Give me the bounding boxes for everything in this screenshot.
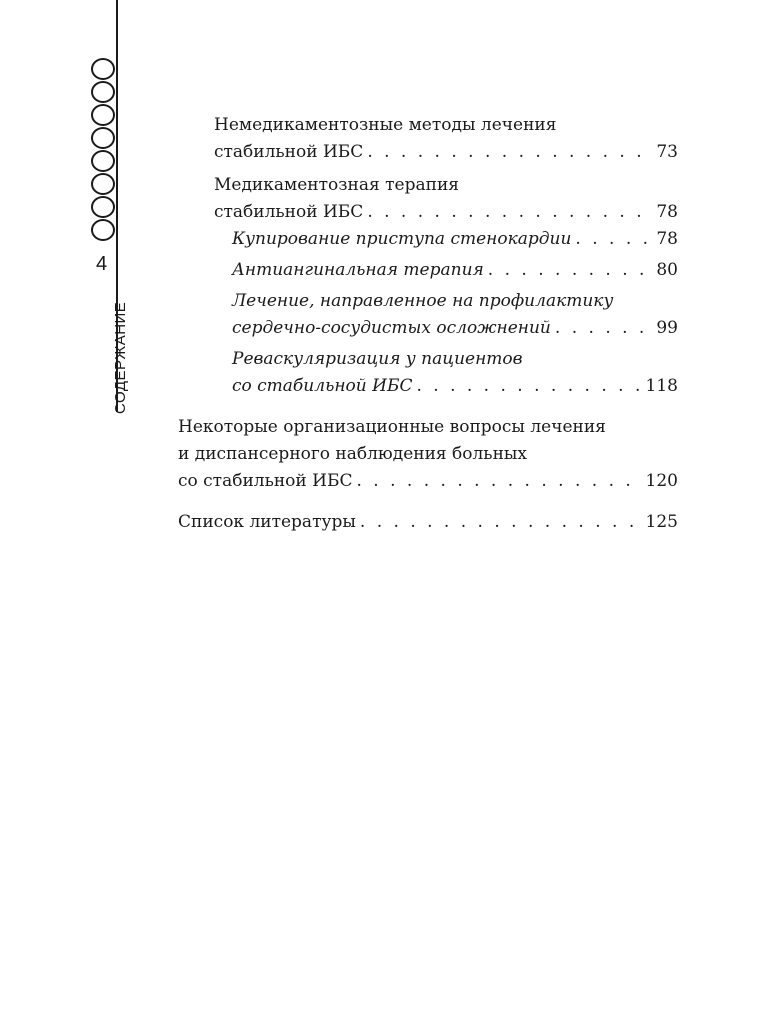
toc-page-number: 73 xyxy=(656,142,678,162)
ring-icon xyxy=(91,81,115,103)
toc-entry-line: Немедикаментозные методы лечения xyxy=(214,115,557,135)
leader-dots xyxy=(367,199,652,226)
leader-dots xyxy=(416,373,641,400)
leader-dots xyxy=(367,139,652,166)
toc-entry[interactable] xyxy=(178,509,678,536)
toc-entry-line: Реваскуляризация у пациентов xyxy=(232,349,523,369)
toc-entry[interactable] xyxy=(178,414,678,495)
toc-entry-line: Лечение, направленное на профилактику xyxy=(232,291,614,311)
binding-rings xyxy=(91,58,121,242)
toc-entry-line: стабильной ИБС xyxy=(214,202,364,222)
toc-page-number: 118 xyxy=(645,376,678,396)
toc-entry-line: Антиангинальная терапия xyxy=(232,260,484,280)
toc-entry-line: Некоторые организационные вопросы лечения xyxy=(178,417,606,437)
toc-subentry[interactable] xyxy=(232,288,678,342)
toc-subentry[interactable] xyxy=(232,226,678,253)
toc-entry-line: сердечно-сосудистых осложнений xyxy=(232,318,551,338)
toc-page-number: 78 xyxy=(656,229,678,249)
toc-entry-line: со стабильной ИБС xyxy=(178,471,353,491)
ring-icon xyxy=(91,150,115,172)
toc-page-number: 99 xyxy=(656,318,678,338)
leader-dots xyxy=(555,315,652,342)
ring-icon xyxy=(91,173,115,195)
ring-icon xyxy=(91,196,115,218)
page-number: 4 xyxy=(96,253,108,275)
toc-subentry[interactable] xyxy=(232,257,678,284)
toc-entry-line: Купирование приступа стенокардии xyxy=(232,229,572,249)
toc-entry-line: со стабильной ИБС xyxy=(232,376,413,396)
ring-icon xyxy=(91,58,115,80)
table-of-contents xyxy=(178,112,678,536)
toc-entry-line: Медикаментозная терапия xyxy=(214,175,460,195)
leader-dots xyxy=(356,468,641,495)
leader-dots xyxy=(575,226,652,253)
ring-icon xyxy=(91,127,115,149)
toc-entry[interactable] xyxy=(214,172,678,226)
toc-entry-line: Список литературы xyxy=(178,512,356,532)
toc-page-number: 80 xyxy=(656,260,678,280)
toc-entry-line: и диспансерного наблюдения больных xyxy=(178,444,528,464)
toc-entry[interactable] xyxy=(214,112,678,166)
toc-page-number: 125 xyxy=(645,512,678,532)
leader-dots xyxy=(360,509,642,536)
running-head: СОДЕРЖАНИЕ xyxy=(112,301,129,414)
ring-icon xyxy=(91,219,115,241)
ring-icon xyxy=(91,104,115,126)
toc-page-number: 78 xyxy=(656,202,678,222)
toc-entry-line: стабильной ИБС xyxy=(214,142,364,162)
leader-dots xyxy=(488,257,653,284)
toc-page-number: 120 xyxy=(645,471,678,491)
toc-subentry[interactable] xyxy=(232,346,678,400)
